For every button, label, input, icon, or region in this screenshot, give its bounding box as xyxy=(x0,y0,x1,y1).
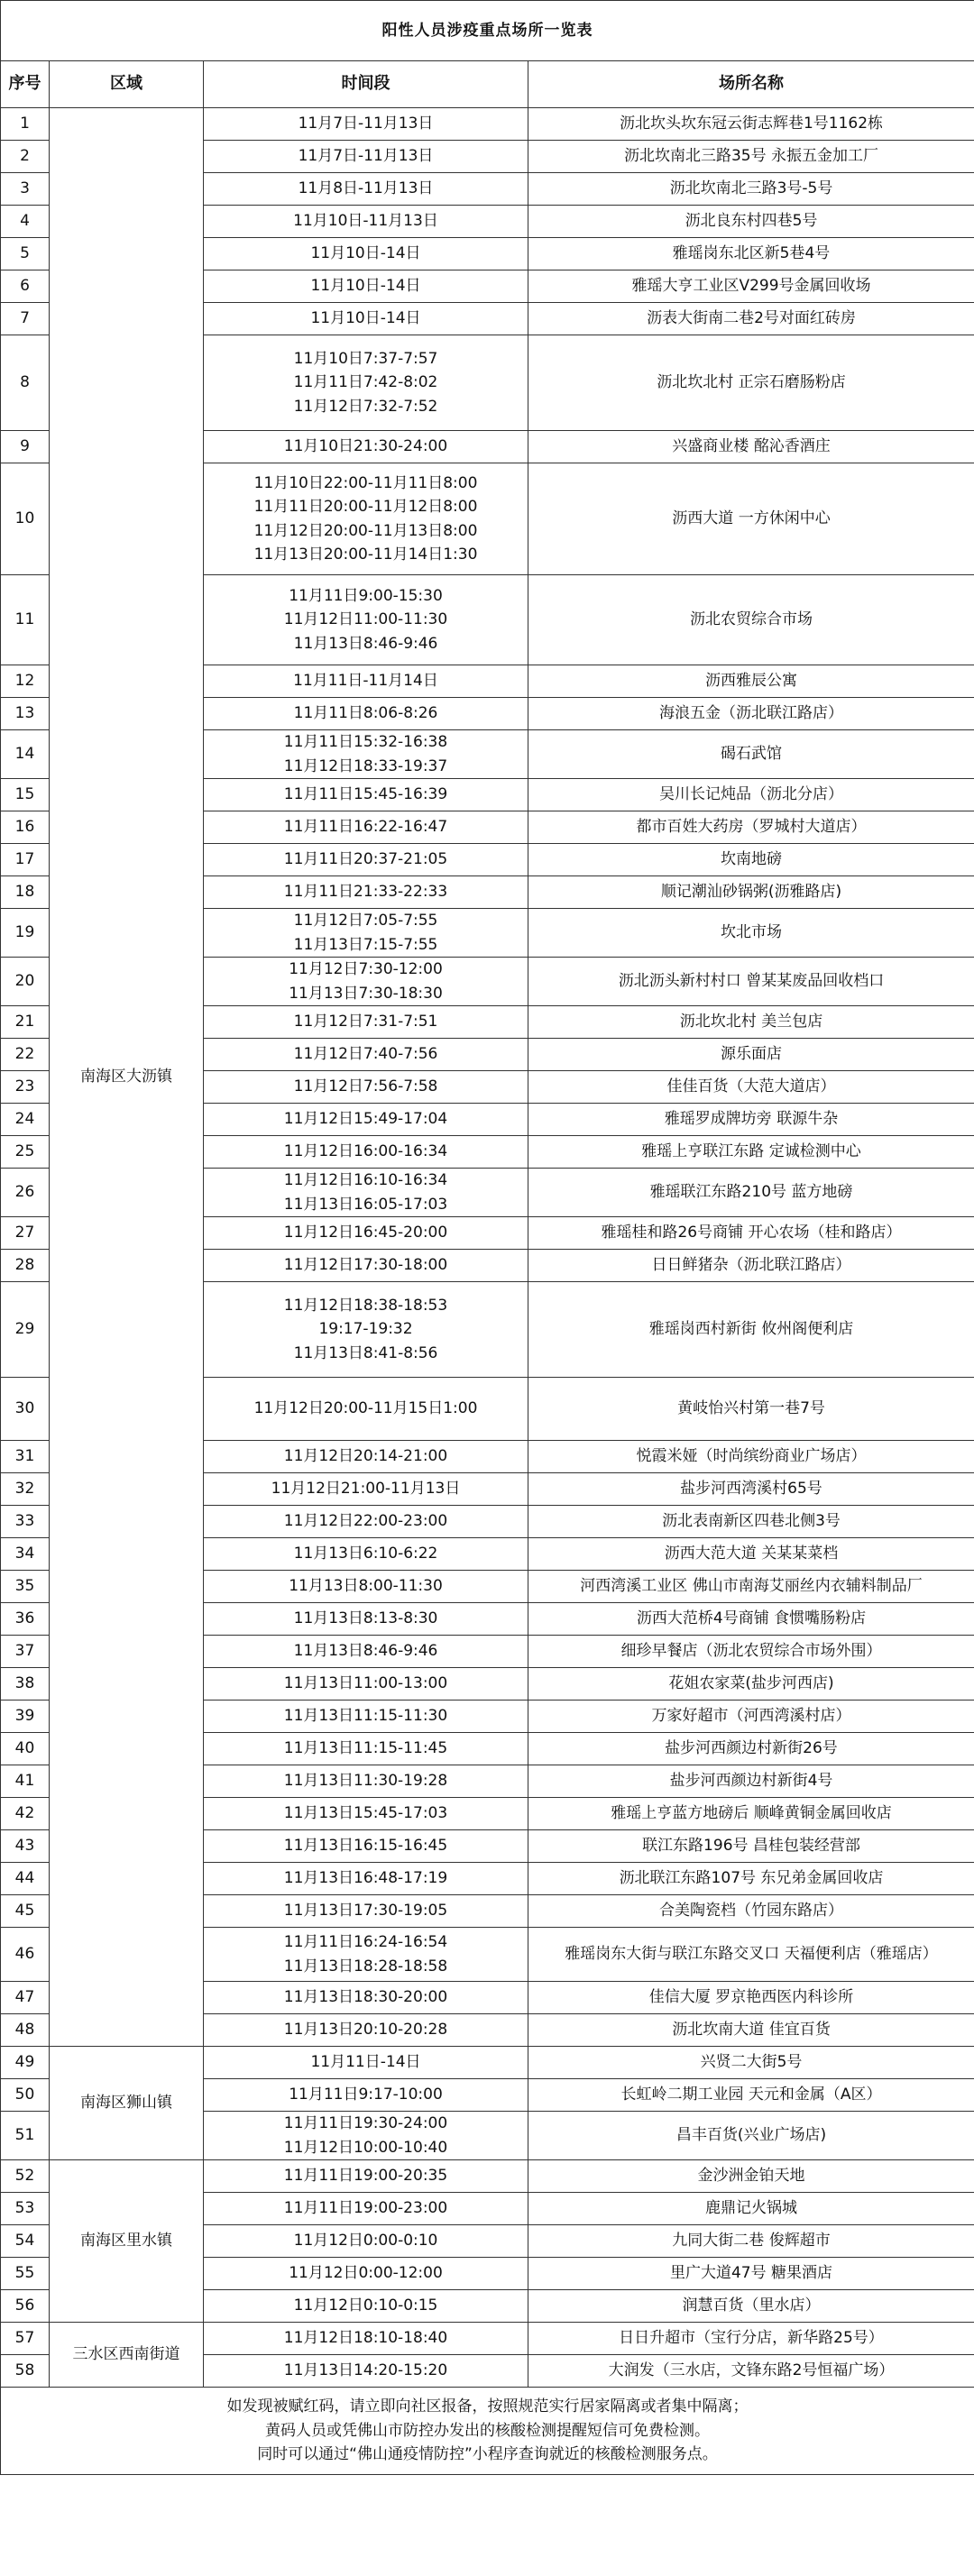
time-cell xyxy=(204,779,528,811)
row-number: 3 xyxy=(1,173,50,206)
time-line: 11月12日0:10-0:15 xyxy=(293,2296,438,2315)
row-number: 34 xyxy=(1,1538,50,1571)
row-number: 18 xyxy=(1,876,50,909)
time-line: 11月11日19:00-20:35 xyxy=(283,2167,448,2186)
row-number: 31 xyxy=(1,1441,50,1473)
time-line: 11月10日7:37-7:57 xyxy=(293,349,438,368)
place-cell: 吴川长记炖品（沥北分店） xyxy=(528,779,974,811)
row-number: 8 xyxy=(1,335,50,431)
time-line: 11月13日11:15-11:45 xyxy=(283,1739,448,1758)
place-cell: 海浪五金（沥北联江路店） xyxy=(528,698,974,730)
place-cell: 沥北良东村四巷5号 xyxy=(528,206,974,238)
row-number: 13 xyxy=(1,698,50,730)
table-row xyxy=(1,2047,974,2079)
time-line: 11月10日-14日 xyxy=(310,244,421,263)
time-line: 11月7日-11月13日 xyxy=(298,115,434,133)
place-cell: 里广大道47号 糖果酒店 xyxy=(528,2258,974,2290)
place-cell: 沥北农贸综合市场 xyxy=(528,575,974,665)
time-line: 11月11日8:06-8:26 xyxy=(293,704,438,723)
place-cell: 细珍早餐店（沥北农贸综合市场外围） xyxy=(528,1636,974,1668)
place-cell: 雅瑶岗东北区新5巷4号 xyxy=(528,238,974,270)
row-number: 27 xyxy=(1,1217,50,1250)
time-line: 19:17-19:32 xyxy=(318,1320,413,1339)
table-row xyxy=(1,2323,974,2355)
area-cell: 南海区里水镇 xyxy=(50,2160,204,2323)
time-cell xyxy=(204,1603,528,1636)
time-cell xyxy=(204,1441,528,1473)
footer-line: 同时可以通过“佛山通疫情防控”小程序查询就近的核酸检测服务点。 xyxy=(257,2445,718,2464)
time-line: 11月13日7:15-7:55 xyxy=(293,935,438,954)
time-line: 11月11日7:42-8:02 xyxy=(293,373,438,392)
place-cell: 沥北坎南大道 佳宜百货 xyxy=(528,2014,974,2047)
time-line: 11月12日16:10-16:34 xyxy=(283,1171,448,1189)
time-line: 11月7日-11月13日 xyxy=(298,147,434,166)
header-area: 区域 xyxy=(50,61,204,108)
row-number: 22 xyxy=(1,1039,50,1071)
time-cell xyxy=(204,335,528,431)
time-cell xyxy=(204,206,528,238)
time-line: 11月11日9:17-10:00 xyxy=(289,2086,443,2104)
row-number: 49 xyxy=(1,2047,50,2079)
place-cell: 日日升超市（宝行分店，新华路25号） xyxy=(528,2323,974,2355)
time-cell xyxy=(204,876,528,909)
time-line: 11月13日11:30-19:28 xyxy=(283,1772,448,1791)
time-line: 11月13日8:00-11:30 xyxy=(289,1577,443,1596)
place-cell: 源乐面店 xyxy=(528,1039,974,1071)
row-number: 7 xyxy=(1,303,50,335)
place-cell: 沥北联江东路107号 东兄弟金属回收店 xyxy=(528,1863,974,1895)
time-cell xyxy=(204,909,528,958)
time-line: 11月11日20:37-21:05 xyxy=(283,850,448,869)
place-cell: 盐步河西湾溪村65号 xyxy=(528,1473,974,1506)
time-cell xyxy=(204,1895,528,1928)
row-number: 57 xyxy=(1,2323,50,2355)
time-line: 11月13日16:15-16:45 xyxy=(283,1837,448,1856)
time-line: 11月10日22:00-11月11日8:00 xyxy=(253,473,478,492)
place-cell: 坎南地磅 xyxy=(528,844,974,876)
place-cell: 碣石武馆 xyxy=(528,730,974,779)
time-cell xyxy=(204,1039,528,1071)
row-number: 9 xyxy=(1,431,50,463)
row-number: 58 xyxy=(1,2355,50,2388)
time-line: 11月12日21:00-11月13日 xyxy=(271,1480,461,1499)
time-cell xyxy=(204,1217,528,1250)
row-number: 52 xyxy=(1,2160,50,2193)
place-cell: 沥北坎北村 美兰包店 xyxy=(528,1006,974,1039)
place-cell: 万家好超市（河西湾溪村店） xyxy=(528,1701,974,1733)
time-cell xyxy=(204,1378,528,1441)
row-number: 15 xyxy=(1,779,50,811)
time-cell xyxy=(204,1668,528,1701)
time-line: 11月10日-14日 xyxy=(310,309,421,328)
row-number: 32 xyxy=(1,1473,50,1506)
row-number: 29 xyxy=(1,1282,50,1378)
time-line: 11月11日19:30-24:00 xyxy=(283,2114,448,2132)
row-number: 24 xyxy=(1,1104,50,1136)
row-number: 42 xyxy=(1,1798,50,1830)
time-cell xyxy=(204,1473,528,1506)
time-line: 11月12日20:00-11月13日8:00 xyxy=(253,521,478,540)
place-cell: 沥西雅辰公寓 xyxy=(528,665,974,698)
time-line: 11月12日0:00-12:00 xyxy=(289,2264,443,2283)
time-cell xyxy=(204,1538,528,1571)
time-cell xyxy=(204,108,528,141)
row-number: 17 xyxy=(1,844,50,876)
time-line: 11月12日16:00-16:34 xyxy=(283,1142,448,1161)
place-cell: 坎北市场 xyxy=(528,909,974,958)
time-cell xyxy=(204,1136,528,1169)
time-cell xyxy=(204,698,528,730)
time-line: 11月13日8:46-9:46 xyxy=(293,634,438,653)
time-line: 11月12日16:45-20:00 xyxy=(283,1224,448,1242)
time-line: 11月12日7:56-7:58 xyxy=(293,1077,438,1096)
header-no: 序号 xyxy=(1,61,50,108)
time-cell xyxy=(204,1506,528,1538)
row-number: 47 xyxy=(1,1982,50,2014)
time-line: 11月11日15:45-16:39 xyxy=(283,785,448,804)
time-line: 11月13日18:28-18:58 xyxy=(283,1957,448,1976)
time-line: 11月12日18:33-19:37 xyxy=(283,756,448,775)
row-number: 23 xyxy=(1,1071,50,1104)
place-cell: 沥北坎南北三路35号 永振五金加工厂 xyxy=(528,141,974,173)
time-line: 11月13日8:46-9:46 xyxy=(293,1642,438,1661)
time-line: 11月11日16:22-16:47 xyxy=(283,818,448,837)
time-cell xyxy=(204,730,528,779)
time-cell xyxy=(204,2160,528,2193)
time-line: 11月12日20:14-21:00 xyxy=(283,1447,448,1466)
row-number: 46 xyxy=(1,1928,50,1982)
row-number: 38 xyxy=(1,1668,50,1701)
row-number: 4 xyxy=(1,206,50,238)
row-number: 51 xyxy=(1,2112,50,2160)
row-number: 33 xyxy=(1,1506,50,1538)
time-cell xyxy=(204,2047,528,2079)
place-cell: 联江东路196号 昌桂包装经营部 xyxy=(528,1830,974,1863)
time-line: 11月13日17:30-19:05 xyxy=(283,1902,448,1921)
row-number: 12 xyxy=(1,665,50,698)
time-cell xyxy=(204,1282,528,1378)
time-line: 11月13日11:00-13:00 xyxy=(283,1674,448,1693)
place-cell: 盐步河西颜边村新街26号 xyxy=(528,1733,974,1765)
time-cell xyxy=(204,1765,528,1798)
time-cell xyxy=(204,1250,528,1282)
place-cell: 沥西大范桥4号商铺 食惯嘴肠粉店 xyxy=(528,1603,974,1636)
footer-line: 如发现被赋红码，请立即向社区报备，按照规范实行居家隔离或者集中隔离； xyxy=(226,2397,749,2416)
time-line: 11月12日0:00-0:10 xyxy=(293,2232,438,2251)
time-cell xyxy=(204,1863,528,1895)
time-cell xyxy=(204,2079,528,2112)
footer-note xyxy=(1,2388,974,2475)
place-cell: 沥北坎北村 正宗石磨肠粉店 xyxy=(528,335,974,431)
row-number: 14 xyxy=(1,730,50,779)
place-cell: 合美陶瓷档（竹园东路店） xyxy=(528,1895,974,1928)
time-cell xyxy=(204,1928,528,1982)
time-cell xyxy=(204,1104,528,1136)
time-line: 11月13日8:13-8:30 xyxy=(293,1609,438,1628)
row-number: 11 xyxy=(1,575,50,665)
time-line: 11月12日7:05-7:55 xyxy=(293,912,438,930)
place-cell: 鹿鼎记火锅城 xyxy=(528,2193,974,2225)
place-cell: 花姐农家菜(盐步河西店) xyxy=(528,1668,974,1701)
time-cell xyxy=(204,811,528,844)
time-cell xyxy=(204,1982,528,2014)
row-number: 40 xyxy=(1,1733,50,1765)
time-line: 11月13日14:20-15:20 xyxy=(283,2361,448,2380)
time-cell xyxy=(204,1701,528,1733)
row-number: 5 xyxy=(1,238,50,270)
title-row xyxy=(1,1,974,61)
time-line: 11月13日20:10-20:28 xyxy=(283,2021,448,2040)
time-line: 11月11日-11月14日 xyxy=(293,672,438,691)
row-number: 30 xyxy=(1,1378,50,1441)
place-cell: 盐步河西颜边村新街4号 xyxy=(528,1765,974,1798)
table-row xyxy=(1,108,974,141)
time-line: 11月13日6:10-6:22 xyxy=(293,1545,438,1563)
place-cell: 雅瑶上亨蓝方地磅后 顺峰黄铜金属回收店 xyxy=(528,1798,974,1830)
time-cell xyxy=(204,1006,528,1039)
time-line: 11月10日-14日 xyxy=(310,277,421,296)
time-line: 11月10日21:30-24:00 xyxy=(283,437,448,456)
row-number: 26 xyxy=(1,1169,50,1217)
row-number: 45 xyxy=(1,1895,50,1928)
place-cell: 兴盛商业楼 酩沁香酒庄 xyxy=(528,431,974,463)
row-number: 16 xyxy=(1,811,50,844)
place-cell: 沥表大街南二巷2号对面红砖房 xyxy=(528,303,974,335)
place-cell: 昌丰百货(兴业广场店) xyxy=(528,2112,974,2160)
time-line: 11月13日8:41-8:56 xyxy=(293,1343,438,1362)
row-number: 28 xyxy=(1,1250,50,1282)
time-cell xyxy=(204,463,528,575)
time-cell xyxy=(204,1798,528,1830)
row-number: 36 xyxy=(1,1603,50,1636)
header-row xyxy=(1,61,974,108)
time-cell xyxy=(204,173,528,206)
time-cell xyxy=(204,270,528,303)
place-cell: 雅瑶联江东路210号 蓝方地磅 xyxy=(528,1169,974,1217)
time-line: 11月11日16:24-16:54 xyxy=(283,1933,448,1951)
place-cell: 沥北坎南北三路3号-5号 xyxy=(528,173,974,206)
time-line: 11月11日19:00-23:00 xyxy=(283,2199,448,2218)
time-line: 11月13日16:05-17:03 xyxy=(283,1195,448,1214)
row-number: 53 xyxy=(1,2193,50,2225)
time-line: 11月12日7:30-12:00 xyxy=(289,960,443,978)
time-cell xyxy=(204,1071,528,1104)
time-cell xyxy=(204,1733,528,1765)
time-cell xyxy=(204,575,528,665)
time-cell xyxy=(204,1169,528,1217)
place-cell: 雅瑶岗东大街与联江东路交叉口 天福便利店（雅瑶店） xyxy=(528,1928,974,1982)
place-cell: 九同大街二巷 俊辉超市 xyxy=(528,2225,974,2258)
time-cell xyxy=(204,303,528,335)
time-line: 11月13日18:30-20:00 xyxy=(283,1988,448,2007)
row-number: 10 xyxy=(1,463,50,575)
place-cell: 顺记潮汕砂锅粥(沥雅路店) xyxy=(528,876,974,909)
time-line: 11月12日18:38-18:53 xyxy=(283,1296,448,1315)
place-cell: 悦霞米娅（时尚缤纷商业广场店） xyxy=(528,1441,974,1473)
time-cell xyxy=(204,1636,528,1668)
row-number: 50 xyxy=(1,2079,50,2112)
row-number: 44 xyxy=(1,1863,50,1895)
place-cell: 都市百姓大药房（罗城村大道店） xyxy=(528,811,974,844)
area-cell: 南海区狮山镇 xyxy=(50,2047,204,2160)
row-number: 56 xyxy=(1,2290,50,2323)
table-row xyxy=(1,2160,974,2193)
time-line: 11月12日11:00-11:30 xyxy=(283,610,448,629)
time-line: 11月12日7:40-7:56 xyxy=(293,1045,438,1064)
place-cell: 沥北沥头新村村口 曾某某废品回收档口 xyxy=(528,958,974,1006)
time-line: 11月8日-11月13日 xyxy=(298,179,434,198)
sheet-title: 阳性人员涉疫重点场所一览表 xyxy=(1,1,974,61)
time-line: 11月11日21:33-22:33 xyxy=(283,883,448,902)
place-cell: 金沙洲金铂天地 xyxy=(528,2160,974,2193)
time-line: 11月12日15:49-17:04 xyxy=(283,1110,448,1129)
place-cell: 沥北坎头坎东冠云街志辉巷1号1162栋 xyxy=(528,108,974,141)
place-cell: 黄岐怡兴村第一巷7号 xyxy=(528,1378,974,1441)
time-line: 11月12日10:00-10:40 xyxy=(283,2138,448,2157)
area-cell: 三水区西南街道 xyxy=(50,2323,204,2388)
time-line: 11月12日17:30-18:00 xyxy=(283,1256,448,1275)
row-number: 1 xyxy=(1,108,50,141)
row-number: 2 xyxy=(1,141,50,173)
row-number: 48 xyxy=(1,2014,50,2047)
time-line: 11月13日16:48-17:19 xyxy=(283,1869,448,1888)
place-cell: 河西湾溪工业区 佛山市南海艾丽丝内衣辅料制品厂 xyxy=(528,1571,974,1603)
place-cell: 兴贤二大街5号 xyxy=(528,2047,974,2079)
time-cell xyxy=(204,2193,528,2225)
row-number: 41 xyxy=(1,1765,50,1798)
time-line: 11月11日9:00-15:30 xyxy=(289,586,443,605)
place-cell: 日日鲜猪杂（沥北联江路店） xyxy=(528,1250,974,1282)
time-cell xyxy=(204,1830,528,1863)
time-cell xyxy=(204,665,528,698)
row-number: 37 xyxy=(1,1636,50,1668)
row-number: 20 xyxy=(1,958,50,1006)
time-line: 11月12日7:32-7:52 xyxy=(293,397,438,416)
area-cell: 南海区大沥镇 xyxy=(50,108,204,2047)
place-cell: 雅瑶罗成牌坊旁 联源牛杂 xyxy=(528,1104,974,1136)
place-cell: 雅瑶大亨工业区V299号金属回收场 xyxy=(528,270,974,303)
place-cell: 沥西大道 一方休闲中心 xyxy=(528,463,974,575)
place-cell: 沥北表南新区四巷北侧3号 xyxy=(528,1506,974,1538)
row-number: 39 xyxy=(1,1701,50,1733)
time-line: 11月11日15:32-16:38 xyxy=(283,733,448,751)
time-line: 11月11日20:00-11月12日8:00 xyxy=(253,498,478,516)
time-cell xyxy=(204,2225,528,2258)
time-cell xyxy=(204,844,528,876)
time-line: 11月12日20:00-11月15日1:00 xyxy=(253,1399,478,1418)
time-cell xyxy=(204,1571,528,1603)
place-cell: 大润发（三水店，文锋东路2号恒福广场） xyxy=(528,2355,974,2388)
row-number: 19 xyxy=(1,909,50,958)
place-cell: 沥西大范大道 关某某菜档 xyxy=(528,1538,974,1571)
row-number: 43 xyxy=(1,1830,50,1863)
place-cell: 雅瑶桂和路26号商铺 开心农场（桂和路店） xyxy=(528,1217,974,1250)
time-line: 11月10日-11月13日 xyxy=(293,212,438,231)
footer-line: 黄码人员或凭佛山市防控办发出的核酸检测提醒短信可免费检测。 xyxy=(265,2421,710,2440)
place-cell: 长虹岭二期工业园 天元和金属（A区） xyxy=(528,2079,974,2112)
place-cell: 佳信大厦 罗京艳西医内科诊所 xyxy=(528,1982,974,2014)
time-cell xyxy=(204,2355,528,2388)
row-number: 21 xyxy=(1,1006,50,1039)
header-place: 场所名称 xyxy=(528,61,974,108)
place-cell: 润慧百货（里水店） xyxy=(528,2290,974,2323)
time-cell xyxy=(204,2014,528,2047)
time-line: 11月11日-14日 xyxy=(310,2053,421,2072)
time-cell xyxy=(204,2112,528,2160)
time-line: 11月13日15:45-17:03 xyxy=(283,1804,448,1823)
row-number: 6 xyxy=(1,270,50,303)
time-line: 11月12日18:10-18:40 xyxy=(283,2329,448,2348)
time-cell xyxy=(204,238,528,270)
time-line: 11月13日11:15-11:30 xyxy=(283,1707,448,1726)
row-number: 35 xyxy=(1,1571,50,1603)
time-line: 11月12日22:00-23:00 xyxy=(283,1512,448,1531)
time-cell xyxy=(204,2323,528,2355)
time-line: 11月13日7:30-18:30 xyxy=(289,984,443,1003)
place-cell: 雅瑶岗西村新街 攸州阁便利店 xyxy=(528,1282,974,1378)
time-line: 11月13日20:00-11月14日1:30 xyxy=(253,545,478,564)
time-cell xyxy=(204,141,528,173)
footer-row xyxy=(1,2388,974,2475)
time-line: 11月12日7:31-7:51 xyxy=(293,1013,438,1031)
row-number: 54 xyxy=(1,2225,50,2258)
time-cell xyxy=(204,958,528,1006)
row-number: 25 xyxy=(1,1136,50,1169)
time-cell xyxy=(204,431,528,463)
place-cell: 雅瑶上亨联江东路 定诚检测中心 xyxy=(528,1136,974,1169)
time-cell xyxy=(204,2258,528,2290)
place-cell: 佳佳百货（大范大道店） xyxy=(528,1071,974,1104)
row-number: 55 xyxy=(1,2258,50,2290)
time-cell xyxy=(204,2290,528,2323)
header-time: 时间段 xyxy=(204,61,528,108)
